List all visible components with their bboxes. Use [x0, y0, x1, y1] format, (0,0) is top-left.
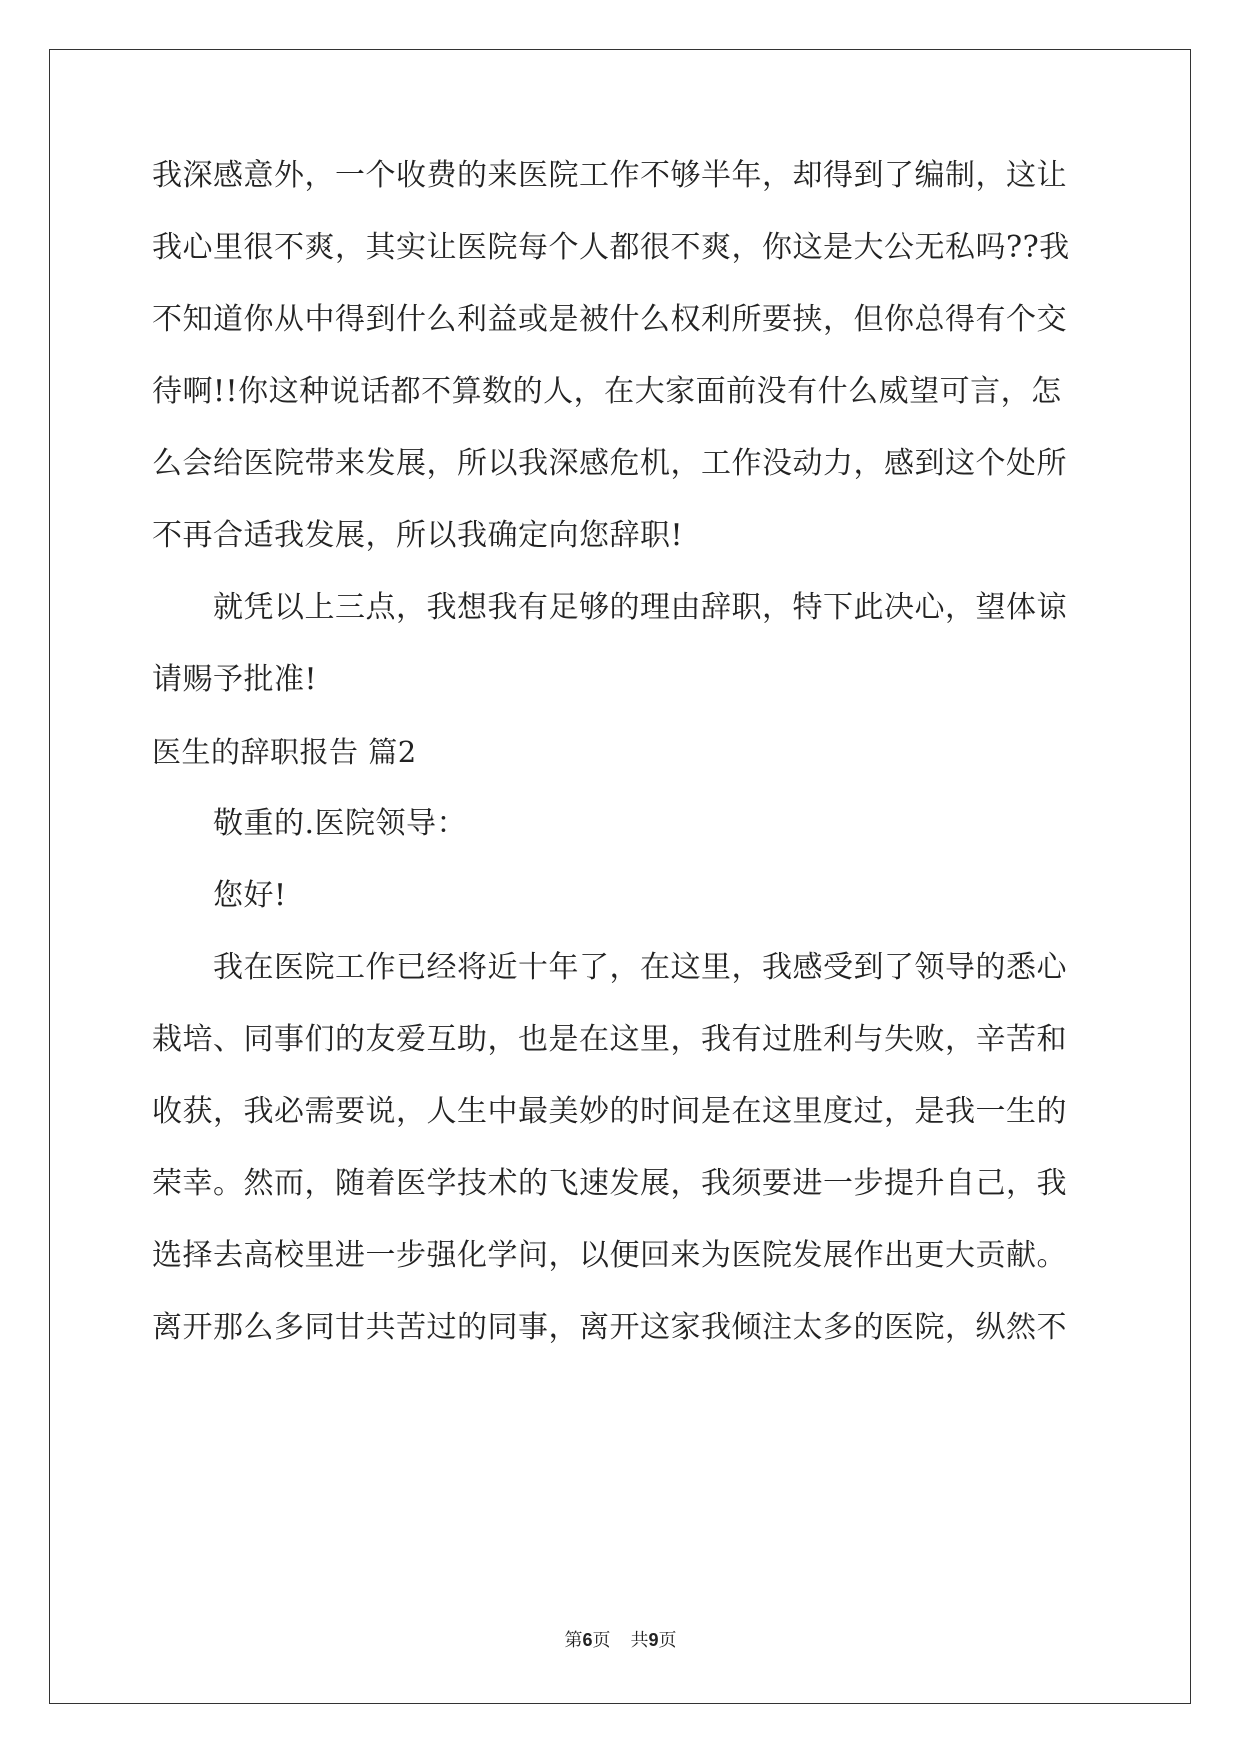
paragraph-line: 不知道你从中得到什么利益或是被什么权利所要挟，但你总得有个交 — [152, 302, 1067, 337]
paragraph-line: 么会给医院带来发展，所以我深感危机，工作没动力，感到这个处所 — [152, 446, 1067, 481]
paragraph-line: 栽培、同事们的友爱互助，也是在这里，我有过胜利与失败，辛苦和 — [152, 1022, 1067, 1057]
total-page-number: 9 — [648, 1630, 659, 1650]
current-page-number: 6 — [582, 1630, 593, 1650]
section-heading: 医生的辞职报告 篇2 — [152, 735, 417, 769]
paragraph-line: 待啊!!你这种说话都不算数的人，在大家面前没有什么威望可言，怎 — [152, 374, 1062, 409]
paragraph-line: 我深感意外，一个收费的来医院工作不够半年，却得到了编制，这让 — [152, 158, 1067, 193]
paragraph-line: 不再合适我发展，所以我确定向您辞职! — [152, 518, 684, 553]
total-prefix: 共 — [630, 1630, 649, 1651]
salutation: 敬重的.医院领导： — [213, 806, 468, 841]
total-suffix: 页 — [658, 1630, 677, 1651]
paragraph-line: 我在医院工作已经将近十年了，在这里，我感受到了领导的悉心 — [213, 950, 1067, 985]
paragraph-line: 离开那么多同甘共苦过的同事，离开这家我倾注太多的医院，纵然不 — [152, 1310, 1067, 1345]
paragraph-line: 我心里很不爽，其实让医院每个人都很不爽，你这是大公无私吗??我 — [152, 230, 1070, 265]
paragraph-line: 收获，我必需要说，人生中最美妙的时间是在这里度过，是我一生的 — [152, 1094, 1067, 1129]
greeting: 您好! — [213, 878, 287, 913]
paragraph-line: 荣幸。然而，随着医学技术的飞速发展，我须要进一步提升自己，我 — [152, 1166, 1067, 1201]
paragraph-line: 就凭以上三点，我想我有足够的理由辞职，特下此决心，望体谅 — [213, 590, 1067, 625]
paragraph-line: 选择去高校里进一步强化学问，以便回来为医院发展作出更大贡献。 — [152, 1238, 1067, 1273]
paragraph-line: 请赐予批准! — [152, 662, 318, 697]
page-prefix: 第 — [564, 1630, 583, 1651]
page-mid: 页 — [592, 1630, 611, 1651]
page-footer — [0, 1628, 1241, 1653]
